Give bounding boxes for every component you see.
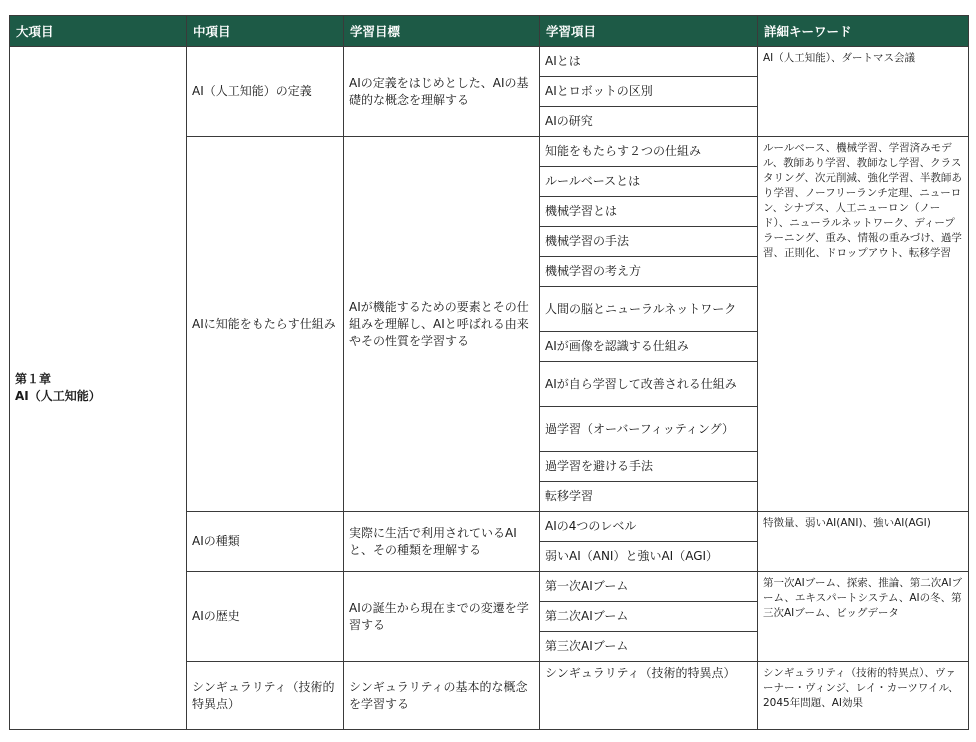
middle-item: AI（人工知能）の定義 — [187, 47, 344, 137]
header-row — [10, 16, 969, 47]
keywords-cell: ルールベース、機械学習、学習済みモデル、教師あり学習、教師なし学習、クラスタリング、次元削減、強化学習、半教師あり学習、ノーフリーランチ定理、ニューロン、シナプス、人工ニューロン（ノード）、ニューラルネットワーク、ディープラーニング、重み、情報の重みづけ、過学習、正則化、ドロップアウト、転移学習 — [758, 137, 969, 512]
chapter-title: AI（人工知能） — [15, 389, 101, 403]
middle-item: AIの歴史 — [187, 572, 344, 662]
keywords-cell: シンギュラリティ（技術的特異点）、ヴァーナー・ヴィンジ、レイ・カーツワイル、2045年問題、AI効果 — [758, 662, 969, 730]
learning-item: 機械学習の考え方 — [540, 257, 758, 287]
header-item: 学習項目 — [540, 16, 758, 47]
header-goal: 学習目標 — [344, 16, 540, 47]
goal-cell: シンギュラリティの基本的な概念を学習する — [344, 662, 540, 730]
learning-item: 弱いAI（ANI）と強いAI（AGI） — [540, 542, 758, 572]
learning-item: 人間の脳とニューラルネットワーク — [540, 287, 758, 332]
learning-item: シンギュラリティ（技術的特異点） — [540, 662, 758, 730]
chapter-cell — [10, 47, 187, 730]
learning-item: 過学習を避ける手法 — [540, 452, 758, 482]
learning-item: AIとは — [540, 47, 758, 77]
learning-item: 第二次AIブーム — [540, 602, 758, 632]
goal-cell: AIが機能するための要素とその仕組みを理解し、AIと呼ばれる由来やその性質を学習する — [344, 137, 540, 512]
learning-item: ルールベースとは — [540, 167, 758, 197]
goal-cell: 実際に生活で利用されているAIと、その種類を理解する — [344, 512, 540, 572]
curriculum-table — [9, 15, 969, 730]
middle-item: AIに知能をもたらす仕組み — [187, 137, 344, 512]
learning-item: AIの4つのレベル — [540, 512, 758, 542]
table-row — [10, 47, 969, 77]
learning-item: 第三次AIブーム — [540, 632, 758, 662]
learning-item: AIが自ら学習して改善される仕組み — [540, 362, 758, 407]
learning-item: 機械学習とは — [540, 197, 758, 227]
learning-item: 第一次AIブーム — [540, 572, 758, 602]
keywords-cell: AI（人工知能）、ダートマス会議 — [758, 47, 969, 137]
goal-cell: AIの誕生から現在までの変遷を学習する — [344, 572, 540, 662]
keywords-cell: 第一次AIブーム、探索、推論、第二次AIブーム、エキスパートシステム、AIの冬、第三次AIブーム、ビッグデータ — [758, 572, 969, 662]
middle-item: シンギュラリティ（技術的特異点） — [187, 662, 344, 730]
header-middle: 中項目 — [187, 16, 344, 47]
keywords-cell: 特徴量、弱いAI(ANI)、強いAI(AGI) — [758, 512, 969, 572]
chapter-number: 第１章 — [15, 372, 52, 386]
learning-item: AIとロボットの区別 — [540, 77, 758, 107]
learning-item: 機械学習の手法 — [540, 227, 758, 257]
learning-item: 過学習（オーバーフィッティング） — [540, 407, 758, 452]
header-keywords: 詳細キーワード — [758, 16, 969, 47]
learning-item: 知能をもたらす２つの仕組み — [540, 137, 758, 167]
goal-cell: AIの定義をはじめとした、AIの基礎的な概念を理解する — [344, 47, 540, 137]
learning-item: 転移学習 — [540, 482, 758, 512]
middle-item: AIの種類 — [187, 512, 344, 572]
header-major: 大項目 — [10, 16, 187, 47]
learning-item: AIの研究 — [540, 107, 758, 137]
learning-item: AIが画像を認識する仕組み — [540, 332, 758, 362]
